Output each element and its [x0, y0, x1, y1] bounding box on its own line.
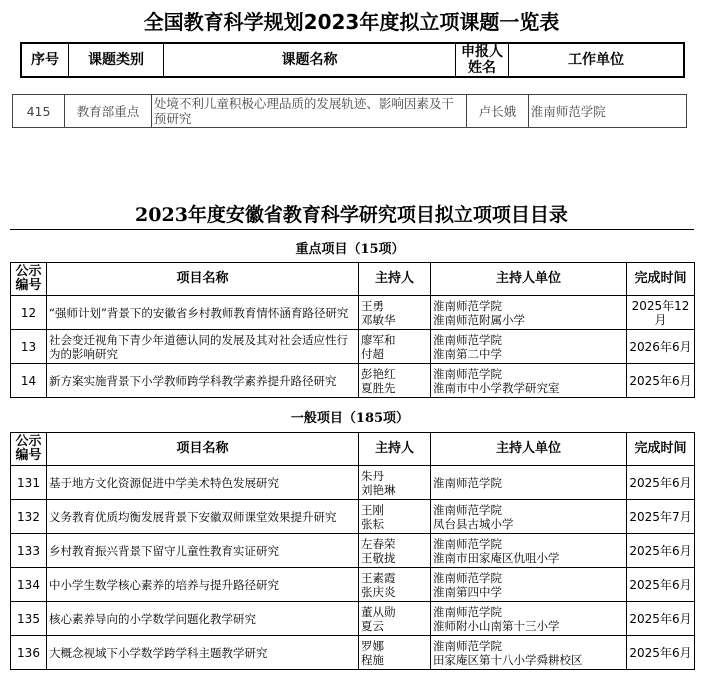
project-units: [431, 568, 627, 602]
project-units-line: 淮南师范学院: [433, 502, 502, 517]
project-units-line: 淮南师范学院: [433, 475, 502, 490]
project-units: [431, 466, 627, 500]
header-project-name: 项目名称: [47, 433, 359, 466]
project-units: [431, 296, 627, 330]
national-row-table: [12, 94, 687, 128]
project-units-line: 田家庵区第十八小学舜耕校区: [433, 652, 583, 667]
project-finish-time: 2025年6月: [627, 568, 695, 602]
project-hosts-line: 左春荣: [361, 536, 396, 551]
project-hosts: [359, 602, 431, 636]
project-units-line: 淮南师范学院: [433, 366, 502, 381]
table-row: [11, 330, 695, 364]
project-hosts-line: 程施: [361, 652, 384, 667]
project-hosts: [359, 568, 431, 602]
project-name: 乡村教育振兴背景下留守儿童性教育实证研究: [47, 534, 359, 568]
project-hosts-line: 张耘: [361, 516, 384, 531]
header-host-unit: 主持人单位: [431, 433, 627, 466]
project-name: 社会变迁视角下青少年道德认同的发展及其对社会适应性行为的影响研究: [47, 330, 359, 364]
table-row: [11, 466, 695, 500]
project-hosts-line: 董从勋: [361, 604, 396, 619]
project-hosts-line: 张庆炎: [361, 584, 396, 599]
header-category: 课题类别: [69, 43, 164, 77]
project-name: 中小学生数学核心素养的培养与提升路径研究: [47, 568, 359, 602]
project-finish-time: 2025年6月: [627, 636, 695, 670]
project-hosts-line: 付超: [361, 346, 384, 361]
project-name: 大概念视域下小学数学跨学科主题教学研究: [47, 636, 359, 670]
project-name: 新方案实施背景下小学教师跨学科教学素养提升路径研究: [47, 364, 359, 398]
national-header-table: [20, 42, 685, 78]
project-units: [431, 636, 627, 670]
header-person: 申报人姓名: [456, 43, 509, 77]
project-hosts-line: 王素霞: [361, 570, 396, 585]
project-finish-time: 2025年6月: [627, 534, 695, 568]
project-finish-time: 2026年6月: [627, 330, 695, 364]
header-unit: 工作单位: [509, 43, 685, 77]
project-units: [431, 364, 627, 398]
project-hosts: [359, 296, 431, 330]
table-row: [11, 500, 695, 534]
general-section-label: 一般项目（185项）: [290, 411, 410, 426]
project-units-line: 淮南师范学院: [433, 604, 502, 619]
table-row: [11, 636, 695, 670]
key-projects-table: [10, 262, 695, 398]
project-units-line: 淮南第二中学: [433, 346, 502, 361]
table-row: [11, 364, 695, 398]
project-no: 136: [11, 636, 47, 670]
row-category: 教育部重点: [65, 95, 152, 128]
project-finish-time: 2025年7月: [627, 500, 695, 534]
header-host: 主持人: [359, 433, 431, 466]
title-underline: [10, 229, 694, 230]
project-hosts: [359, 500, 431, 534]
project-units-line: 淮师附小山南第十三小学: [433, 618, 560, 633]
table-row: [11, 602, 695, 636]
header-public-no: 公示编号: [11, 263, 47, 296]
row-no: 415: [13, 95, 65, 128]
key-section-label: 重点项目（15项）: [295, 242, 405, 257]
project-hosts-line: 夏胜先: [361, 380, 396, 395]
project-finish-time: 2025年6月: [627, 364, 695, 398]
project-units-line: 淮南师范学院: [433, 536, 502, 551]
project-units-line: 淮南师范学院: [433, 570, 502, 585]
project-units-line: 淮南市中小学教学研究室: [433, 380, 560, 395]
project-units-line: 淮南师范学院: [433, 332, 502, 347]
project-no: 135: [11, 602, 47, 636]
header-host-unit: 主持人单位: [431, 263, 627, 296]
header-no: 序号: [21, 43, 69, 77]
header-public-no: 公示编号: [11, 433, 47, 466]
row-person: 卢长娥: [467, 95, 528, 128]
project-finish-time: 2025年6月: [627, 466, 695, 500]
header-name: 课题名称: [164, 43, 456, 77]
project-name: 义务教育优质均衡发展背景下安徽双师课堂效果提升研究: [47, 500, 359, 534]
project-name: 基于地方文化资源促进中学美术特色发展研究: [47, 466, 359, 500]
project-units-line: 淮南市田家庵区仇咀小学: [433, 550, 560, 565]
project-hosts-line: 彭艳红: [361, 366, 396, 381]
project-hosts: [359, 636, 431, 670]
project-hosts-line: 王敬拢: [361, 550, 396, 565]
project-no: 133: [11, 534, 47, 568]
project-hosts-line: 王勇: [361, 298, 384, 313]
project-units-line: 淮南师范学院: [433, 298, 502, 313]
project-hosts: [359, 364, 431, 398]
project-hosts-line: 刘艳琳: [361, 482, 396, 497]
table-row: [11, 534, 695, 568]
project-units: [431, 500, 627, 534]
row-unit: 淮南师范学院: [528, 95, 686, 128]
project-units-line: 淮南第四中学: [433, 584, 502, 599]
project-hosts-line: 廖军和: [361, 332, 396, 347]
project-units: [431, 602, 627, 636]
project-hosts-line: 罗娜: [361, 638, 384, 653]
project-units-line: 淮南师范学院: [433, 638, 502, 653]
row-name: 处境不利儿童积极心理品质的发展轨迹、影响因素及干预研究: [151, 95, 467, 128]
project-no: 14: [11, 364, 47, 398]
project-finish-time: 2025年6月: [627, 602, 695, 636]
header-project-name: 项目名称: [47, 263, 359, 296]
header-finish-time: 完成时间: [627, 433, 695, 466]
project-hosts-line: 夏云: [361, 618, 384, 633]
provincial-title: 2023年度安徽省教育科学研究项目拟立项项目目录: [135, 204, 568, 226]
project-hosts-line: 王刚: [361, 502, 384, 517]
table-row: [13, 95, 687, 128]
header-host: 主持人: [359, 263, 431, 296]
project-units: [431, 534, 627, 568]
project-no: 131: [11, 466, 47, 500]
project-finish-time: 2025年12月: [627, 296, 695, 330]
project-no: 13: [11, 330, 47, 364]
project-no: 12: [11, 296, 47, 330]
project-hosts: [359, 330, 431, 364]
general-projects-table: [10, 432, 695, 670]
table-row: [11, 296, 695, 330]
table-row: [11, 568, 695, 602]
project-hosts-line: 朱丹: [361, 468, 384, 483]
project-no: 134: [11, 568, 47, 602]
project-name: “强师计划”背景下的安徽省乡村教师教育情怀涵育路径研究: [47, 296, 359, 330]
project-hosts: [359, 466, 431, 500]
national-title: 全国教育科学规划2023年度拟立项课题一览表: [143, 10, 560, 34]
project-name: 核心素养导向的小学数学问题化教学研究: [47, 602, 359, 636]
project-units: [431, 330, 627, 364]
project-units-line: 淮南师范附属小学: [433, 312, 525, 327]
project-no: 132: [11, 500, 47, 534]
project-hosts-line: 邓敏华: [361, 312, 396, 327]
project-hosts: [359, 534, 431, 568]
header-finish-time: 完成时间: [627, 263, 695, 296]
project-units-line: 凤台县古城小学: [433, 516, 514, 531]
